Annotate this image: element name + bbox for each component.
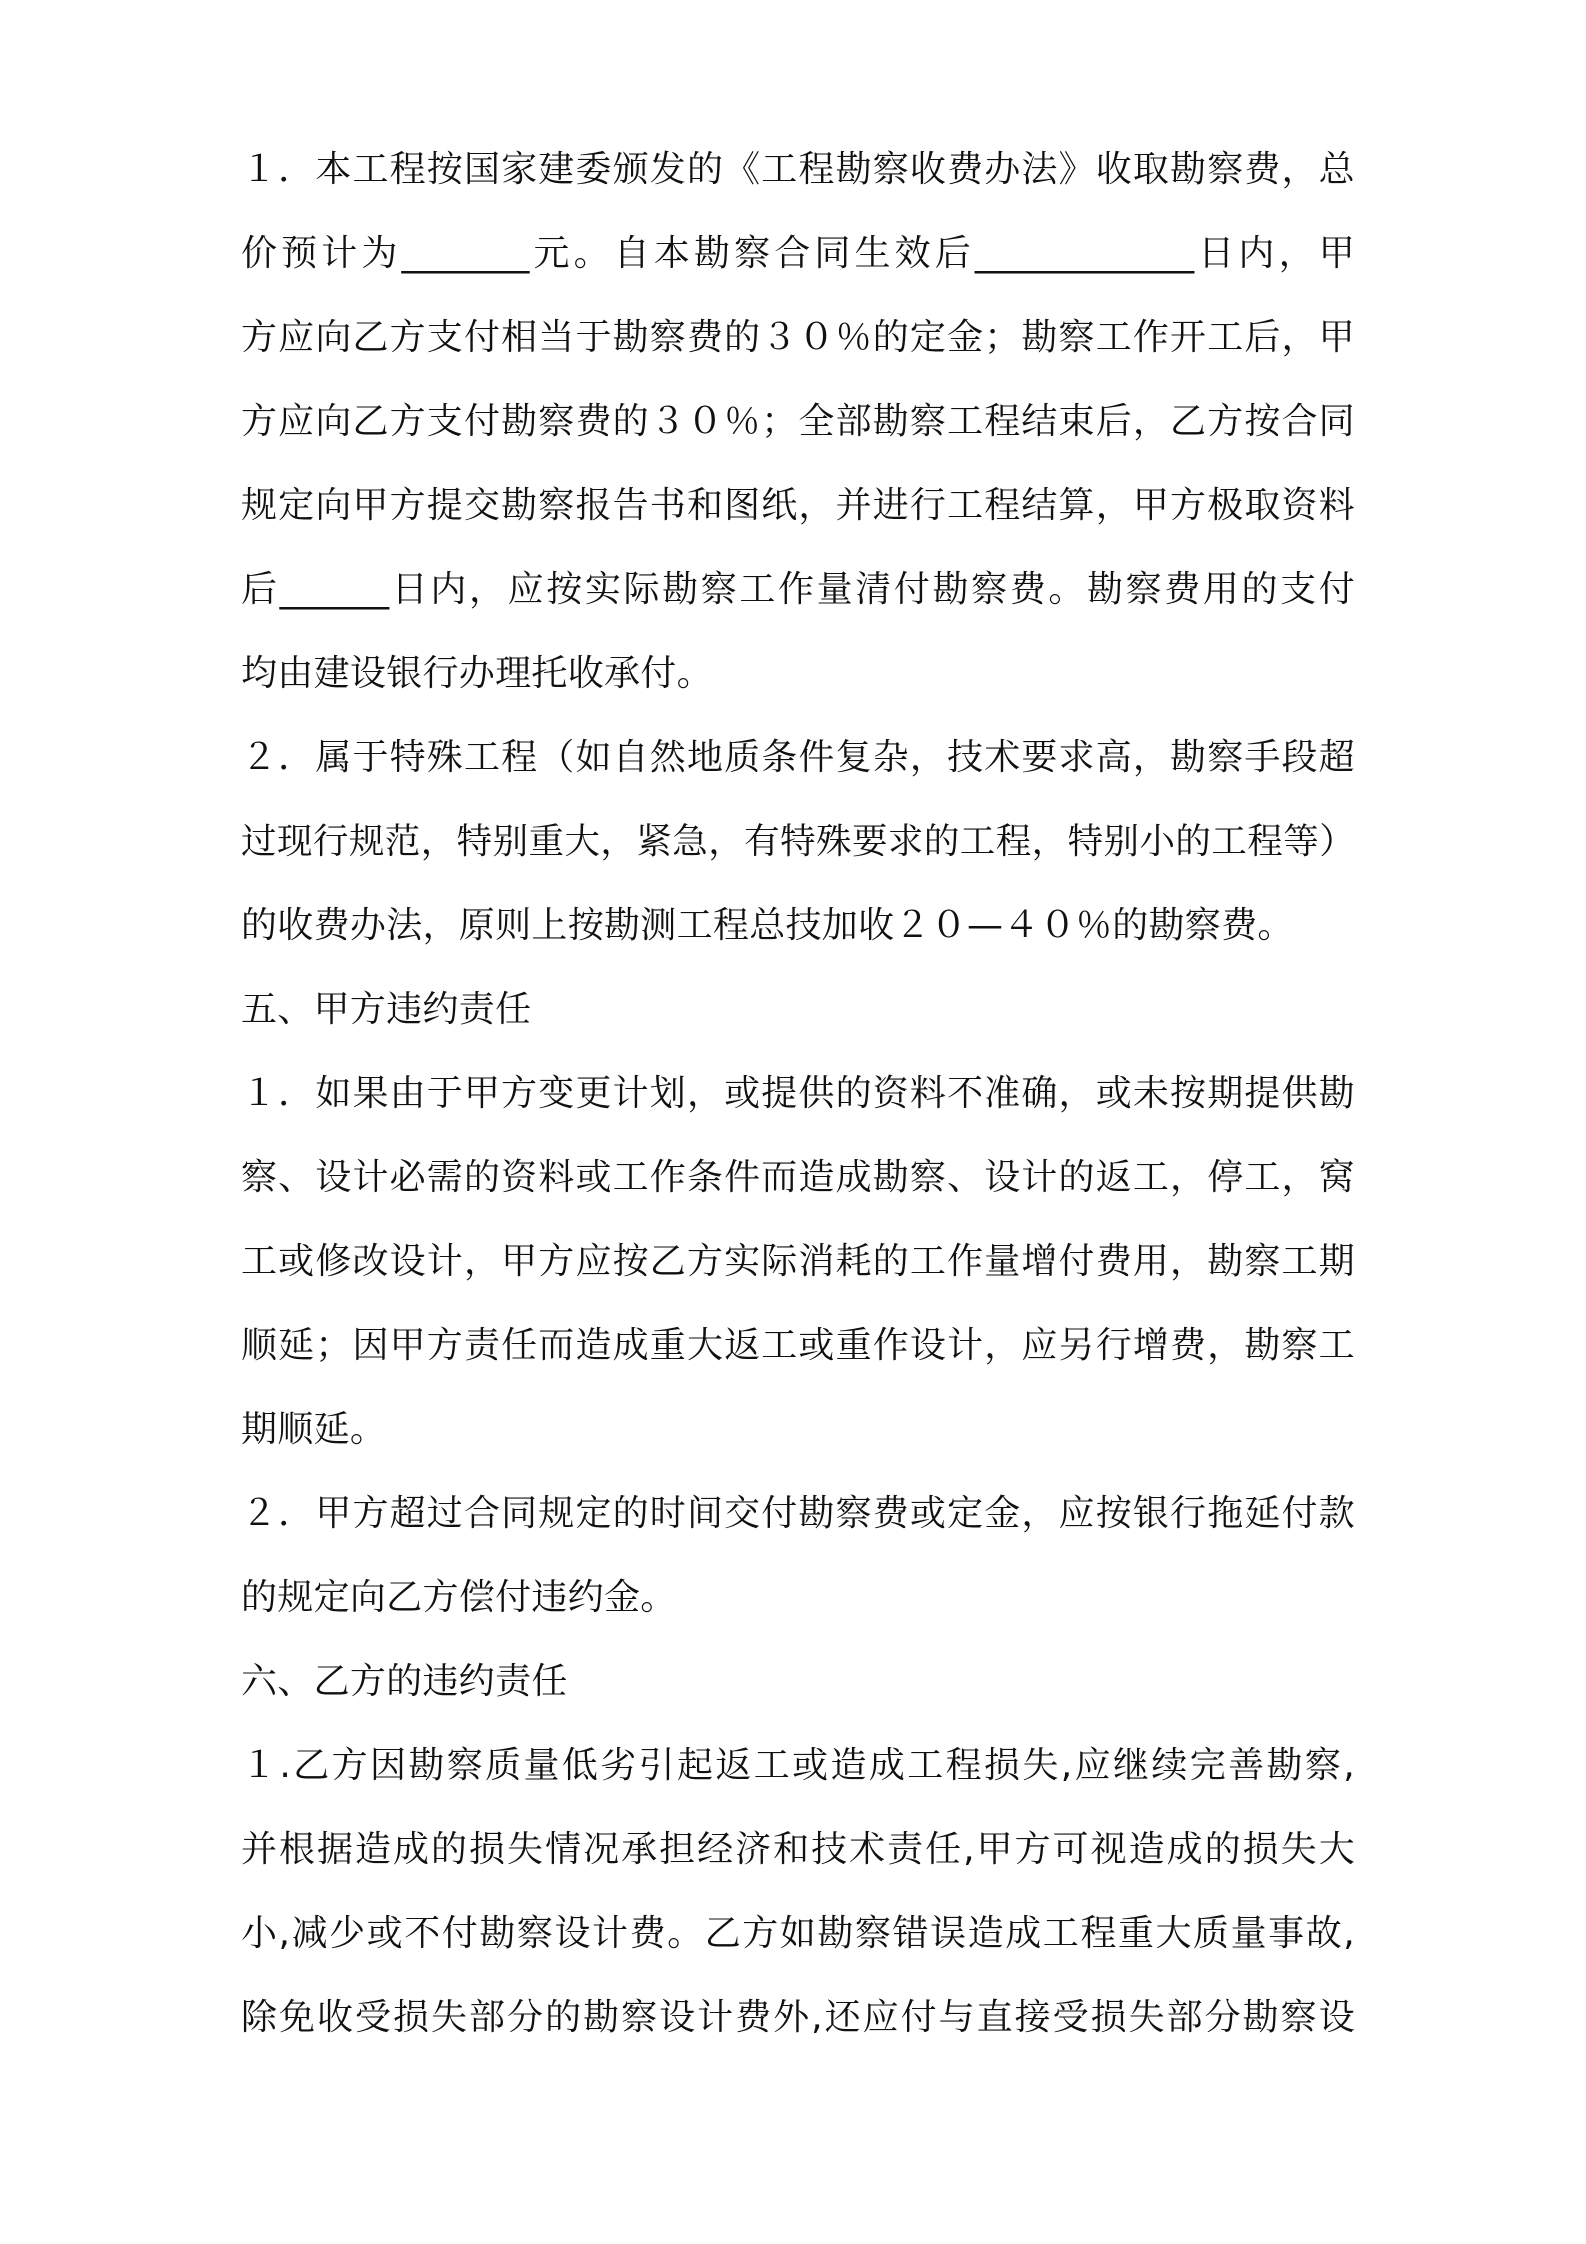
text-line: 工或修改设计，甲方应按乙方实际消耗的工作量增付费用，勘察工期 — [241, 1241, 1355, 1282]
text-line: ２．甲方超过合同规定的时间交付勘察费或定金，应按银行拖延付款 — [241, 1493, 1355, 1534]
text-line: 均由建设银行办理托收承付。 — [241, 653, 713, 694]
text-line: １.乙方因勘察质量低劣引起返工或造成工程损失,应继续完善勘察, — [241, 1745, 1355, 1786]
text-line: 的收费办法，原则上按勘测工程总技加收２０—４０％的勘察费。 — [241, 905, 1294, 946]
text-line: 期顺延。 — [241, 1409, 387, 1450]
text-line: 察、设计必需的资料或工作条件而造成勘察、设计的返工，停工，窝 — [241, 1157, 1355, 1198]
text-line: 过现行规范，特别重大，紧急，有特殊要求的工程，特别小的工程等） — [241, 821, 1355, 862]
text-line: 价预计为_______元。自本勘察合同生效后____________日内，甲 — [241, 233, 1355, 274]
text-line: 并根据造成的损失情况承担经济和技术责任,甲方可视造成的损失大 — [241, 1829, 1355, 1870]
text-line: 的规定向乙方偿付违约金。 — [241, 1577, 677, 1618]
text-line: 后______日内，应按实际勘察工作量清付勘察费。勘察费用的支付 — [241, 569, 1355, 610]
document-page — [241, 128, 1355, 2060]
section-heading: 六、乙方的违约责任 — [241, 1661, 568, 1702]
text-line: ２．属于特殊工程（如自然地质条件复杂，技术要求高，勘察手段超 — [241, 737, 1355, 778]
text-line: １．本工程按国家建委颁发的《工程勘察收费办法》收取勘察费，总 — [241, 149, 1355, 190]
text-line: 顺延；因甲方责任而造成重大返工或重作设计，应另行增费，勘察工 — [241, 1325, 1355, 1366]
section-heading: 五、甲方违约责任 — [241, 989, 532, 1030]
text-line: 方应向乙方支付相当于勘察费的３０％的定金；勘察工作开工后，甲 — [241, 317, 1355, 358]
text-line: 小,减少或不付勘察设计费。乙方如勘察错误造成工程重大质量事故, — [241, 1913, 1355, 1954]
text-line: 规定向甲方提交勘察报告书和图纸，并进行工程结算，甲方极取资料 — [241, 485, 1355, 526]
text-line: １．如果由于甲方变更计划，或提供的资料不准确，或未按期提供勘 — [241, 1073, 1355, 1114]
text-line: 方应向乙方支付勘察费的３０％；全部勘察工程结束后，乙方按合同 — [241, 401, 1355, 442]
text-line: 除免收受损失部分的勘察设计费外,还应付与直接受损失部分勘察设 — [241, 1997, 1355, 2038]
